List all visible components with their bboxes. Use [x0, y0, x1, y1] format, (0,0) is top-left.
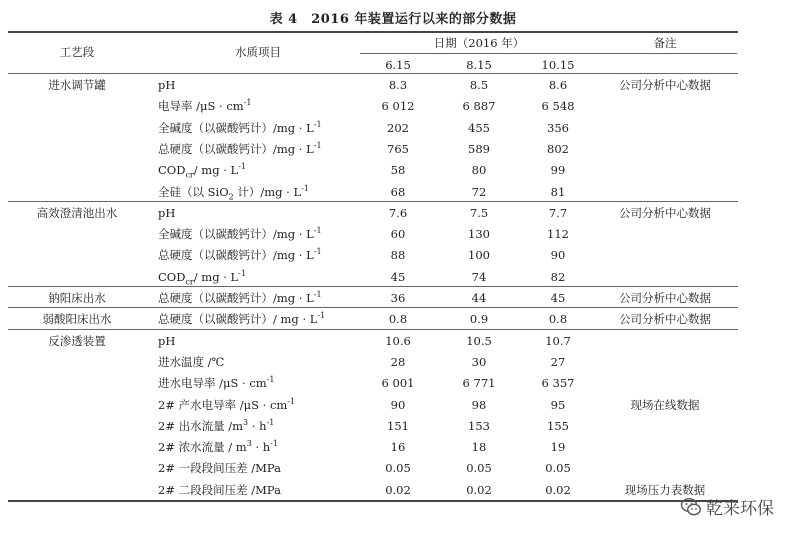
- value-cell: 98: [471, 397, 487, 412]
- value-cell: 6 357: [541, 376, 575, 391]
- value-cell: 68: [390, 184, 406, 199]
- item-label: 全碱度（以碳酸钙计）$/mg \cdot L^{-1}$: [158, 119, 322, 135]
- value-cell: 95: [550, 397, 566, 412]
- value-cell: 356: [547, 120, 569, 135]
- value-cell: 589: [468, 141, 490, 156]
- value-cell: 30: [471, 354, 487, 369]
- value-cell: 7.5: [469, 205, 489, 220]
- value-cell: 765: [387, 141, 409, 156]
- wechat-icon: [680, 496, 702, 518]
- item-label: 全硅（以 SiO$_2$ 计）$/mg \cdot L^{-1}$: [158, 183, 309, 201]
- value-cell: 0.8: [548, 312, 568, 327]
- header-bottom-rule: [8, 73, 738, 74]
- value-cell: 44: [471, 291, 487, 305]
- section-label: 反渗透装置: [48, 333, 106, 348]
- value-cell: 0.05: [385, 461, 411, 476]
- table-top-rule: [8, 31, 738, 33]
- group-rule: [8, 329, 738, 330]
- table-title: 表 4 2016 年装置运行以来的部分数据: [269, 12, 517, 27]
- value-cell: 28: [390, 354, 406, 369]
- header-section: 工艺段: [59, 45, 95, 59]
- value-cell: 6 771: [462, 376, 496, 391]
- value-cell: 88: [390, 248, 406, 263]
- group-rule: [8, 201, 738, 202]
- item-label: 2# 一段段间压差 /MPa: [158, 461, 281, 476]
- item-label: 全碱度（以碳酸钙计）$/mg \cdot L^{-1}$: [158, 226, 322, 242]
- value-cell: 82: [550, 269, 566, 284]
- value-cell: 36: [390, 291, 406, 305]
- item-label: 2# 二段段间压差 /MPa: [158, 482, 281, 497]
- item-label: 进水电导率 $/\mu S \cdot cm^{-1}$: [158, 375, 275, 391]
- value-cell: 58: [390, 163, 406, 178]
- value-cell: 60: [390, 227, 406, 242]
- value-cell: 0.02: [466, 482, 492, 497]
- value-cell: 7.6: [388, 205, 408, 220]
- value-cell: 81: [550, 184, 566, 199]
- watermark: [680, 494, 774, 519]
- value-cell: 90: [550, 248, 566, 263]
- value-cell: 0.02: [385, 482, 411, 497]
- watermark-text: 乾来环保: [706, 499, 774, 519]
- item-label: pH: [158, 78, 176, 92]
- section-label: 高效澄清池出水: [36, 205, 118, 220]
- value-cell: 19: [550, 440, 566, 455]
- value-cell: 7.7: [548, 205, 568, 220]
- table-bottom-rule: [8, 500, 738, 502]
- value-cell: 0.05: [466, 461, 492, 476]
- item-label: 总硬度（以碳酸钙计）$/mg \cdot L^{-1}$: [158, 290, 322, 305]
- item-label: 总硬度（以碳酸钙计）/ mg · $L^{-1}$: [158, 311, 326, 327]
- value-cell: 0.02: [545, 482, 571, 497]
- value-cell: 6 887: [462, 99, 496, 114]
- value-cell: 0.9: [469, 312, 489, 327]
- value-cell: 16: [390, 440, 406, 455]
- header-item: 水质项目: [235, 45, 281, 59]
- value-cell: 0.8: [388, 312, 408, 327]
- header-note: 备注: [653, 36, 677, 50]
- value-cell: 72: [471, 184, 487, 199]
- value-cell: 27: [550, 354, 566, 369]
- note-label: 现场压力表数据: [624, 482, 706, 497]
- section-label: 进水调节罐: [48, 78, 106, 92]
- value-cell: 802: [547, 141, 569, 156]
- value-cell: 90: [390, 397, 406, 412]
- value-cell: 6 001: [381, 376, 415, 391]
- value-cell: 10.5: [466, 333, 492, 348]
- value-cell: 0.05: [545, 461, 571, 476]
- item-label: 总硬度（以碳酸钙计）$/mg \cdot L^{-1}$: [158, 247, 322, 263]
- header-date: 10.15: [541, 58, 575, 72]
- item-label: pH: [158, 205, 176, 220]
- value-cell: 6 012: [381, 99, 415, 114]
- item-label: 总硬度（以碳酸钙计）$/mg \cdot L^{-1}$: [158, 141, 322, 156]
- note-label: 公司分析中心数据: [619, 205, 711, 220]
- value-cell: 10.6: [385, 333, 411, 348]
- note-label: 现场在线数据: [630, 397, 700, 412]
- header-date-group: 日期（2016 年）: [433, 36, 525, 50]
- item-label: pH: [158, 333, 176, 348]
- item-label: 2# 产水电导率 $/\mu S \cdot cm^{-1}$: [158, 396, 296, 412]
- value-cell: 151: [387, 418, 409, 433]
- item-label: 电导率 $/\mu S \cdot cm^{-1}$: [158, 98, 252, 114]
- value-cell: 202: [387, 120, 409, 135]
- note-label: 公司分析中心数据: [619, 291, 711, 305]
- value-cell: 10.7: [545, 333, 571, 348]
- item-label: $COD_{cr}/$ mg · $L^{-1}$: [158, 268, 246, 286]
- value-cell: 80: [471, 163, 487, 178]
- value-cell: 130: [468, 227, 490, 242]
- value-cell: 45: [390, 269, 406, 284]
- value-cell: 18: [471, 440, 487, 455]
- value-cell: 45: [550, 291, 566, 305]
- value-cell: 155: [547, 418, 569, 433]
- value-cell: 8.3: [388, 78, 408, 92]
- value-cell: 8.5: [469, 78, 489, 92]
- value-cell: 74: [471, 269, 487, 284]
- value-cell: 455: [468, 120, 490, 135]
- value-cell: 99: [550, 163, 566, 178]
- value-cell: 112: [547, 227, 569, 242]
- item-label: $COD_{cr}/$ mg · $L^{-1}$: [158, 162, 246, 180]
- value-cell: 8.6: [548, 78, 568, 92]
- item-label: 2# 浓水流量 / $m^3 \cdot h^{-1}$: [158, 439, 278, 455]
- section-label: 钠阳床出水: [48, 291, 106, 305]
- section-label: 弱酸阳床出水: [42, 312, 112, 327]
- value-cell: 153: [468, 418, 490, 433]
- header-date: 6.15: [385, 58, 411, 72]
- group-rule: [8, 286, 738, 287]
- header-sub-rule: [360, 53, 737, 54]
- item-label: 2# 出水流量 $/m^3 \cdot h^{-1}$: [158, 417, 275, 433]
- header-date: 8.15: [466, 58, 492, 72]
- group-rule: [8, 307, 738, 308]
- item-label: 进水温度 /℃: [158, 354, 225, 369]
- value-cell: 100: [468, 248, 490, 263]
- note-label: 公司分析中心数据: [619, 312, 711, 327]
- value-cell: 6 548: [541, 99, 575, 114]
- note-label: 公司分析中心数据: [619, 78, 711, 92]
